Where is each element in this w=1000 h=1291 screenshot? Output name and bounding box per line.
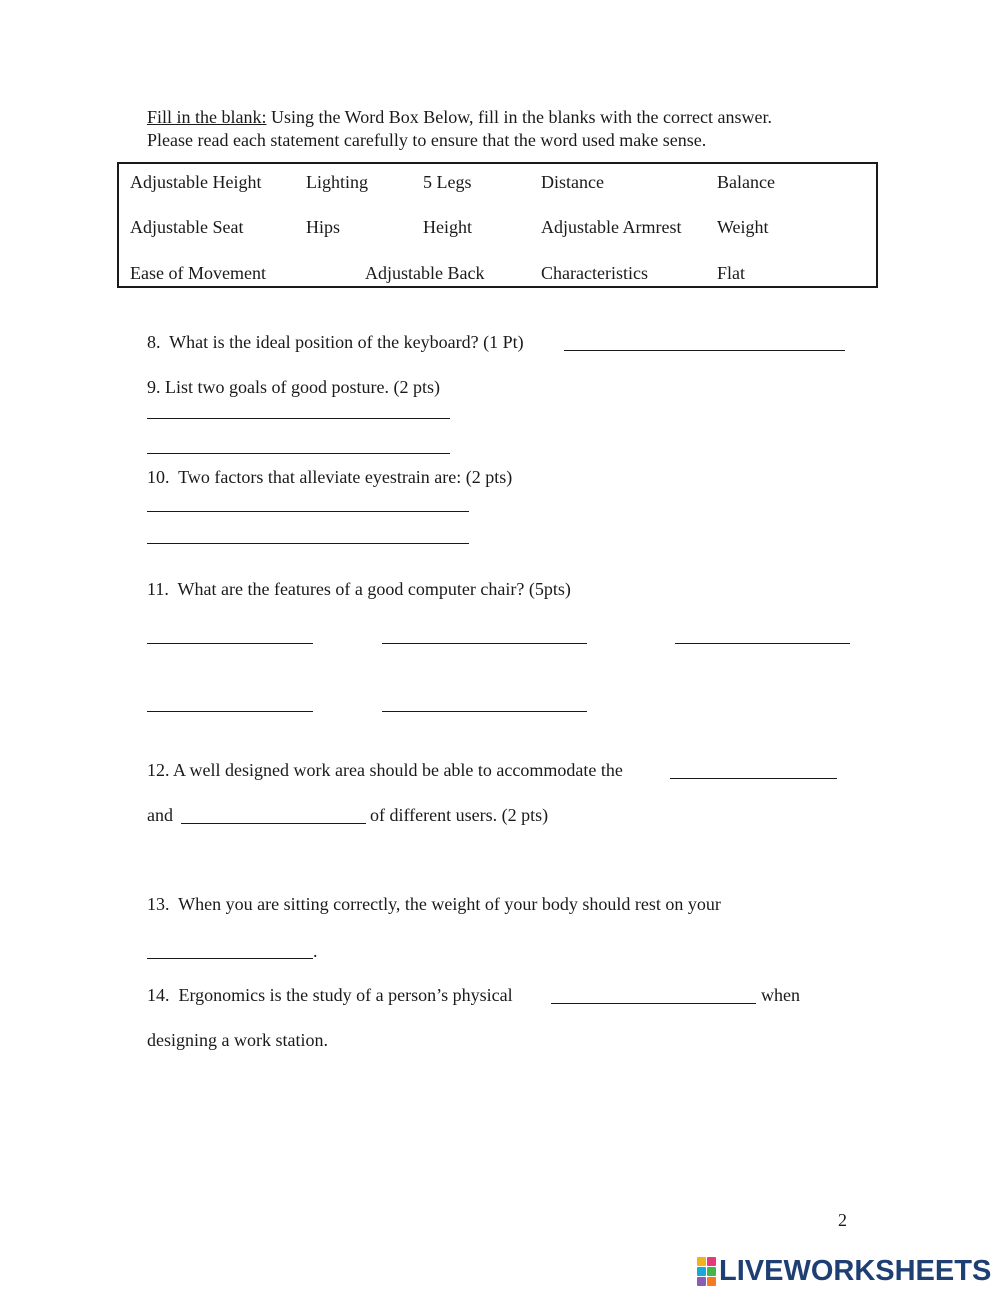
- logo-tile: [697, 1257, 706, 1266]
- question-12-and: and: [147, 805, 173, 825]
- word-box-item: Height: [423, 217, 472, 237]
- logo-tile: [707, 1257, 716, 1266]
- answer-blank-q10-2[interactable]: [147, 543, 469, 544]
- question-8: 8. What is the ideal position of the keyboard? (1 Pt): [147, 332, 524, 352]
- answer-blank-q11-1[interactable]: [147, 643, 313, 644]
- logo-mark-icon: [697, 1257, 716, 1286]
- answer-blank-q10-1[interactable]: [147, 511, 469, 512]
- answer-blank-q12-1[interactable]: [670, 778, 837, 779]
- answer-blank-q11-4[interactable]: [147, 711, 313, 712]
- page-number: 2: [838, 1210, 847, 1230]
- answer-blank-q11-5[interactable]: [382, 711, 587, 712]
- instructions-line-1: [147, 108, 772, 126]
- logo-tile: [707, 1277, 716, 1286]
- word-box-item: Weight: [717, 217, 769, 237]
- answer-blank-q8[interactable]: [564, 350, 845, 351]
- instructions-text: Using the Word Box Below, fill in the blanks with the correct answer.: [266, 107, 772, 127]
- logo-tile: [697, 1277, 706, 1286]
- instructions-line-2: Please read each statement carefully to ensure that the word used make sense.: [147, 130, 707, 150]
- word-box-item: Adjustable Armrest: [541, 217, 682, 237]
- word-box-item: Lighting: [306, 172, 368, 192]
- word-box-item: Adjustable Seat: [130, 217, 244, 237]
- question-12-line-1: 12. A well designed work area should be able to accommodate the: [147, 760, 623, 780]
- instructions-label: Fill in the blank:: [147, 107, 267, 127]
- question-9: 9. List two goals of good posture. (2 pts): [147, 377, 440, 397]
- word-box-item: Characteristics: [541, 263, 648, 283]
- answer-blank-q9-1[interactable]: [147, 418, 450, 419]
- answer-blank-q11-2[interactable]: [382, 643, 587, 644]
- word-box-item: 5 Legs: [423, 172, 472, 192]
- logo-tile: [697, 1267, 706, 1276]
- answer-blank-q14[interactable]: [551, 1003, 756, 1004]
- question-14-line-1: 14. Ergonomics is the study of a person’s physical: [147, 985, 513, 1005]
- answer-blank-q11-3[interactable]: [675, 643, 850, 644]
- question-12-line-2: of different users. (2 pts): [370, 805, 549, 825]
- answer-blank-q12-2[interactable]: [181, 823, 366, 824]
- liveworksheets-logo: [697, 1254, 991, 1288]
- logo-tile: [707, 1267, 716, 1276]
- question-13: 13. When you are sitting correctly, the weight of your body should rest on your: [147, 894, 721, 914]
- word-box: [117, 162, 878, 288]
- question-14-when: when: [761, 985, 800, 1005]
- question-14-line-2: designing a work station.: [147, 1030, 328, 1050]
- question-11: 11. What are the features of a good computer chair? (5pts): [147, 579, 571, 599]
- word-box-item: Adjustable Height: [130, 172, 262, 192]
- word-box-item: Distance: [541, 172, 604, 192]
- word-box-item: Ease of Movement: [130, 263, 266, 283]
- answer-blank-q9-2[interactable]: [147, 453, 450, 454]
- logo-text: LIVEWORKSHEETS: [719, 1254, 992, 1287]
- question-10: 10. Two factors that alleviate eyestrain are: (2 pts): [147, 467, 513, 487]
- word-box-item: Adjustable Back: [365, 263, 485, 283]
- word-box-item: Balance: [717, 172, 775, 192]
- word-box-item: Flat: [717, 263, 746, 283]
- question-13-period: .: [313, 941, 318, 961]
- answer-blank-q13[interactable]: [147, 958, 313, 959]
- word-box-item: Hips: [306, 217, 341, 237]
